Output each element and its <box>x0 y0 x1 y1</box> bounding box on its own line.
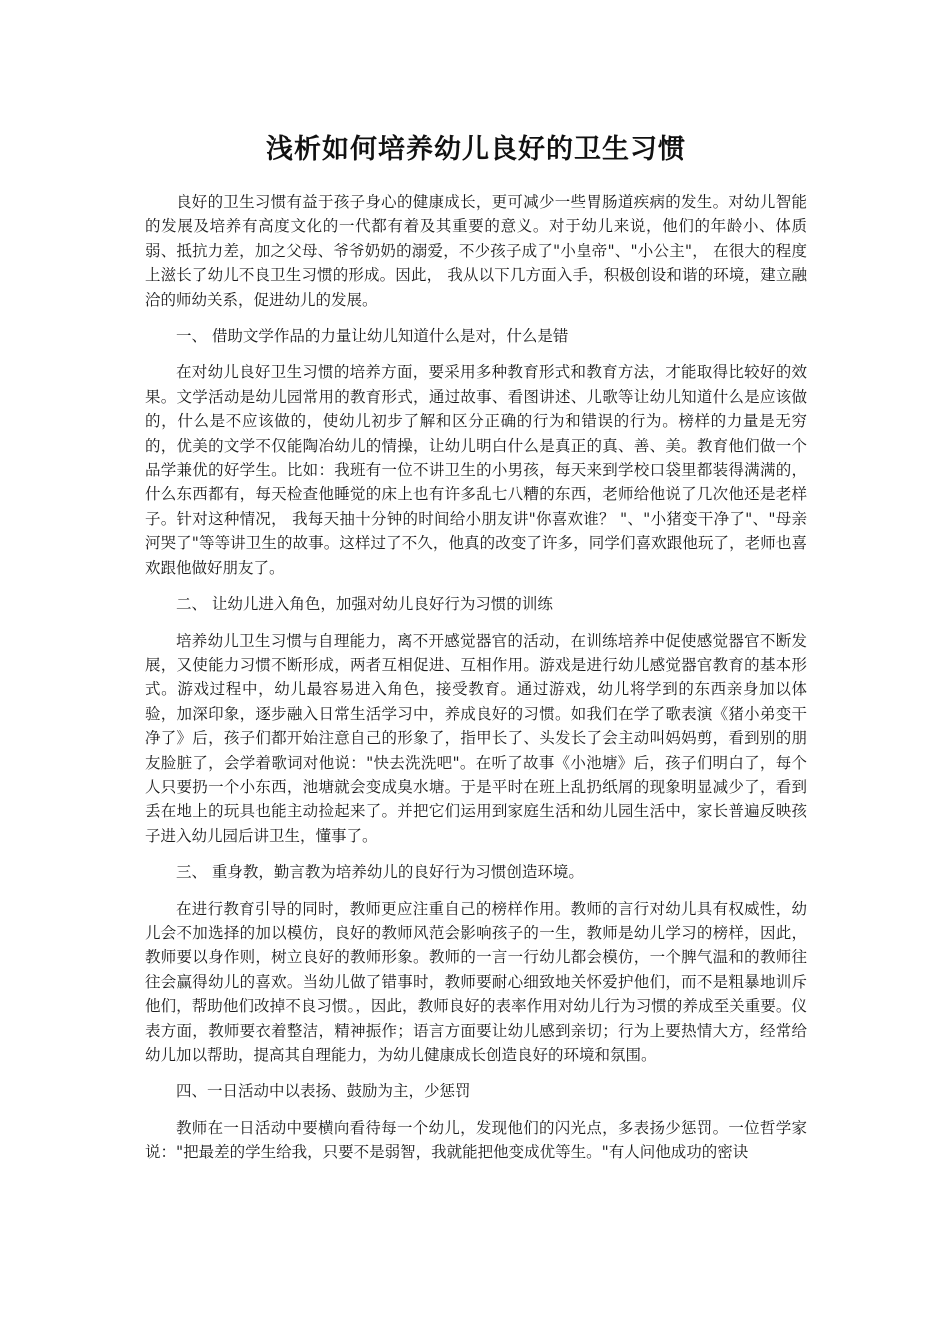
section-heading-1: 一、 借助文学作品的力量让幼儿知道什么是对，什么是错 <box>176 327 569 346</box>
section-heading-3: 三、 重身教，勤言教为培养幼儿的良好行为习惯创造环境。 <box>176 863 584 882</box>
intro-paragraph: 良好的卫生习惯有益于孩子身心的健康成长，更可减少一些胃肠道疾病的发生。对幼儿智能的发展及培养有高度文化的一代都有着及其重要的意义。对于幼儿来说，他们的年龄小、体质弱、抵抗力差，加之父母、爷爷奶奶的溺爱，不少孩子成了"小皇帝"、"小公主"， 在很大的程度上滋长了幼儿不良卫生习惯的形成。因此， 我从以下几方面入手，积极创设和谐的环境，建立融洽的师幼关系，促进幼儿的发展。 <box>145 193 807 309</box>
section-heading-4: 四、一日活动中以表扬、鼓励为主，少惩罚 <box>176 1082 471 1101</box>
section-body-1: 在对幼儿良好卫生习惯的培养方面，要采用多种教育形式和教育方法，才能取得比较好的效果。文学活动是幼儿园常用的教育形式，通过故事、看图讲述、儿歌等让幼儿知道什么是应该做的，什么是不应该做的，使幼儿初步了解和区分正确的行为和错误的行为。榜样的力量是无穷的，优美的文学不仅能陶冶幼儿的情操，让幼儿明白什么是真正的真、善、美。教育他们做一个品学兼优的好学生。比如：我班有一位不讲卫生的小男孩，每天来到学校口袋里都装得满满的，什么东西都有，每天检查他睡觉的床上也有许多乱七八糟的东西，老师给他说了几次他还是老样子。针对这种情况， 我每天抽十分钟的时间给小朋友讲"你喜欢谁？ "、"小猪变干净了"、"母亲河哭了"等等讲卫生的故事。这样过了不久，他真的改变了许多，同学们喜欢跟他玩了，老师也喜欢跟他做好朋友了。 <box>145 363 807 577</box>
section-body-3: 在进行教育引导的同时，教师更应注重自己的榜样作用。教师的言行对幼儿具有权威性，幼儿会不加选择的加以模仿，良好的教师风范会影响孩子的一生，教师是幼儿学习的榜样，因此，教师要以身作则，树立良好的教师形象。教师的一言一行幼儿都会模仿，一个脾气温和的教师往往会赢得幼儿的喜欢。当幼儿做了错事时，教师要耐心细致地关怀爱护他们，而不是粗暴地训斥他们，帮助他们改掉不良习惯。，因此，教师良好的表率作用对幼儿行为习惯的养成至关重要。仪表方面，教师要衣着整洁，精神振作；语言方面要让幼儿感到亲切；行为上要热情大方，经常给幼儿加以帮助，提高其自理能力，为幼儿健康成长创造良好的环境和氛围。 <box>145 899 807 1064</box>
section-body-2: 培养幼儿卫生习惯与自理能力，离不开感觉器官的活动，在训练培养中促使感觉器官不断发展，又使能力习惯不断形成，两者互相促进、互相作用。游戏是进行幼儿感觉器官教育的基本形式。游戏过程中，幼儿最容易进入角色，接受教育。通过游戏，幼儿将学到的东西亲身加以体验，加深印象，逐步融入日常生活学习中，养成良好的习惯。如我们在学了歌表演《猪小弟变干净了》后，孩子们都开始注意自己的形象了，指甲长了、头发长了会主动叫妈妈剪，看到别的朋友脸脏了，会学着歌词对他说："快去洗洗吧"。在听了故事《小池塘》后，孩子们明白了，每个人只要扔一个小东西，池塘就会变成臭水塘。于是平时在班上乱扔纸屑的现象明显减少了，看到丢在地上的玩具也能主动捡起来了。并把它们运用到家庭生活和幼儿园生活中，家长普遍反映孩子进入幼儿园后讲卫生，懂事了。 <box>145 631 807 845</box>
section-body-4: 教师在一日活动中要横向看待每一个幼儿，发现他们的闪光点，多表扬少惩罚。一位哲学家说："把最差的学生给我，只要不是弱智，我就能把他变成优等生。"有人问他成功的密诀 <box>145 1118 807 1162</box>
document-title: 浅析如何培养幼儿良好的卫生习惯 <box>266 134 686 165</box>
document-page <box>145 132 807 1177</box>
section-heading-2: 二、 让幼儿进入角色，加强对幼儿良好行为习惯的训练 <box>176 595 553 614</box>
